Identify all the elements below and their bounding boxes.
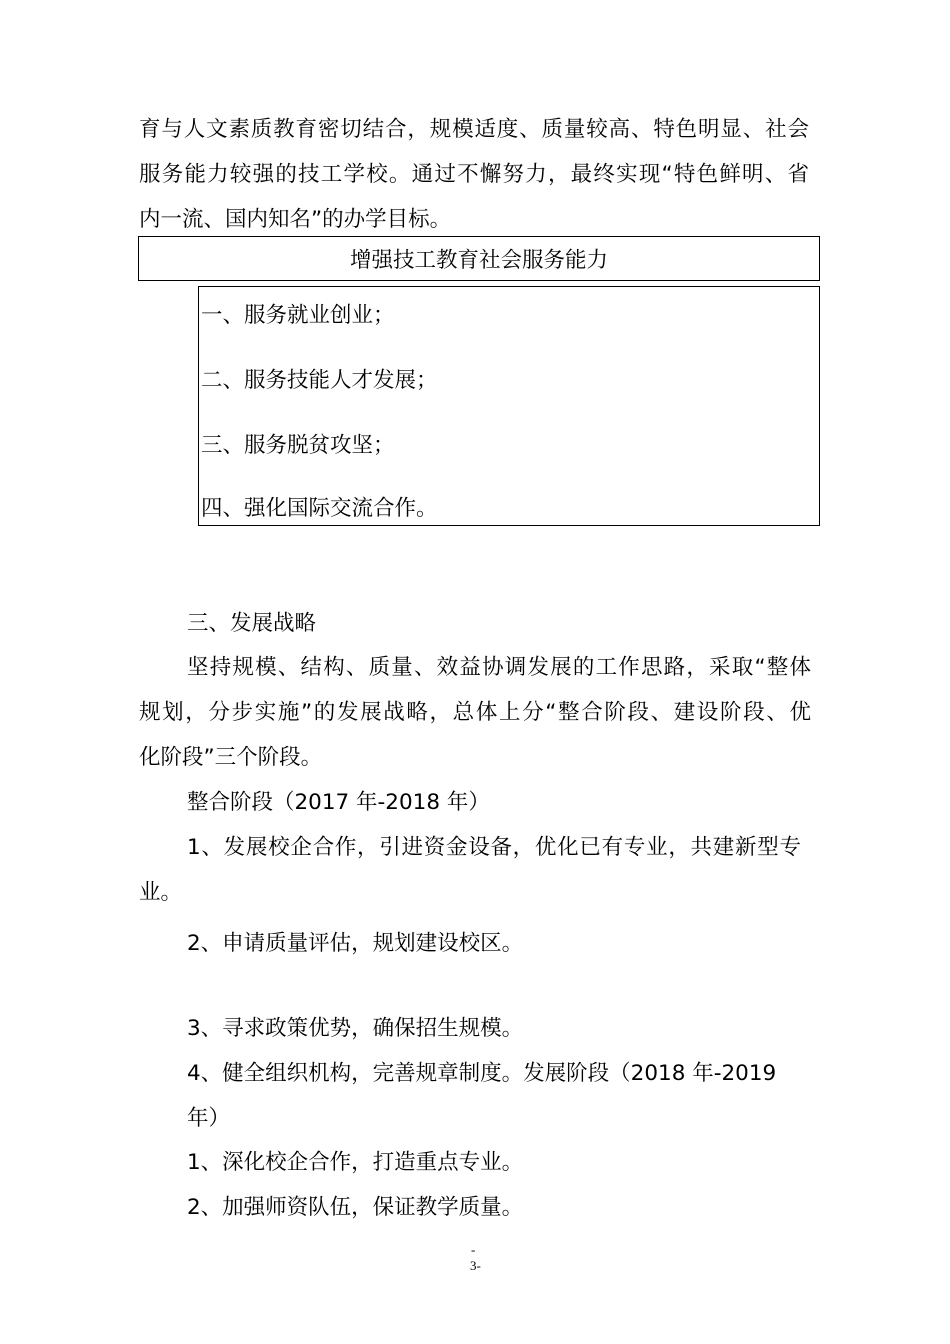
stage2-item2: 2、加强师资队伍，保证教学质量。 xyxy=(187,1195,524,1220)
intro-line-2: 服务能力较强的技工学校。通过不懈努力，最终实现“特色鲜明、省 xyxy=(139,162,809,187)
service-item-4: 四、强化国际交流合作。 xyxy=(201,496,438,521)
section-heading: 三、发展战略 xyxy=(187,611,317,636)
stage1-item1-line-1: 1、发展校企合作，引进资金设备，优化已有专业，共建新型专 xyxy=(187,835,801,860)
service-capacity-title-box xyxy=(138,236,820,281)
intro-line-3: 内一流、国内知名”的办学目标。 xyxy=(139,207,452,232)
stage1-item3: 3、寻求政策优势，确保招生规模。 xyxy=(187,1016,524,1041)
service-item-3: 三、服务脱贫攻坚； xyxy=(201,433,395,458)
stage1-item2: 2、申请质量评估，规划建设校区。 xyxy=(187,931,524,956)
intro-line-1: 育与人文素质教育密切结合，规模适度、质量较高、特色明显、社会 xyxy=(139,117,809,142)
strategy-line-2: 规划，分步实施”的发展战略，总体上分“整合阶段、建设阶段、优 xyxy=(139,700,811,725)
stage1-item1-line-2: 业。 xyxy=(139,880,183,905)
service-capacity-items-box xyxy=(198,286,820,526)
strategy-line-3: 化阶段”三个阶段。 xyxy=(139,745,323,770)
page-number-dash: - xyxy=(471,1242,476,1257)
stage1-heading: 整合阶段（2017 年-2018 年） xyxy=(187,790,490,815)
strategy-line-1: 坚持规模、结构、质量、效益协调发展的工作思路，采取“整体 xyxy=(187,655,811,680)
stage2-item1: 1、深化校企合作，打造重点专业。 xyxy=(187,1150,524,1175)
stage1-item4-line-2: 年） xyxy=(187,1106,231,1131)
stage1-item4-line-1: 4、健全组织机构，完善规章制度。发展阶段（2018 年-2019 xyxy=(187,1061,777,1086)
service-capacity-title: 增强技工教育社会服务能力 xyxy=(349,248,608,273)
service-item-1: 一、服务就业创业； xyxy=(201,303,395,328)
service-item-2: 二、服务技能人才发展； xyxy=(201,368,438,393)
page-number: 3- xyxy=(470,1258,481,1273)
